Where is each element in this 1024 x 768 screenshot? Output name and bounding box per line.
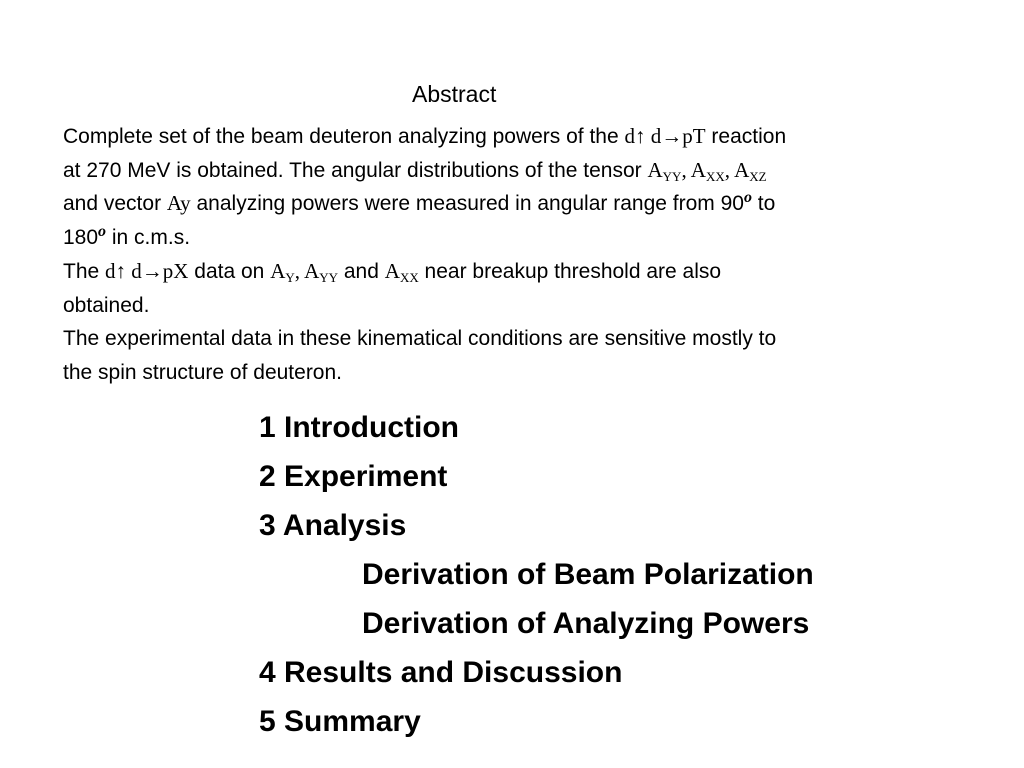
abstract-heading: Abstract <box>412 81 497 107</box>
vector-symbol: Ay <box>166 191 191 216</box>
tensor-symbols: $A_{YY}$, $A_{XX}$, $A_{XZ}$ <box>647 157 767 184</box>
toc-subitem-beam-polarization: Derivation of Beam Polarization <box>362 558 814 591</box>
abstract-line-7: The experimental data in these kinematical conditions are sensitive mostly to <box>63 327 777 351</box>
abstract-line-1: Complete set of the beam deuteron analyzing powers of the d↑ d→pT reaction <box>63 124 787 148</box>
degree-mark: o <box>98 223 107 241</box>
reaction-formula: d↑ d→pT <box>624 124 706 148</box>
toc-item-analysis: 3 Analysis <box>259 509 407 542</box>
abstract-line-4: 180$^o$ in c.m.s. <box>63 223 191 250</box>
abstract-line-6: obtained. <box>63 293 150 317</box>
toc-item-results-discussion: 4 Results and Discussion <box>259 656 623 689</box>
abstract-line-5: The d↑ d→pX data on $A_Y$, $A_{YY}$ and $A_{XX}$ near breakup threshold are also <box>63 258 722 285</box>
toc-item-experiment: 2 Experiment <box>259 460 448 493</box>
abstract-line-2: at 270 MeV is obtained. The angular distributions of the tensor $A_{YY}$, $A_{XX}$, $A_{XZ}$ <box>63 157 767 184</box>
table-of-contents <box>259 403 814 746</box>
toc-subitem-analyzing-powers: Derivation of Analyzing Powers <box>362 607 810 640</box>
analyzing-power-symbols: $A_Y$, $A_{YY}$ <box>270 258 339 285</box>
degree-mark: o <box>743 189 752 207</box>
reaction-formula: d↑ d→pX <box>105 258 189 283</box>
toc-item-introduction: 1 Introduction <box>259 411 459 444</box>
abstract-line-8: the spin structure of deuteron. <box>63 360 342 384</box>
abstract-body <box>63 120 963 390</box>
toc-item-summary: 5 Summary <box>259 705 421 738</box>
abstract-line-3: and vector Ay analyzing powers were measured in angular range from 90$^o$ to <box>63 189 776 216</box>
analyzing-power-symbol: $A_{XX}$ <box>384 258 419 285</box>
